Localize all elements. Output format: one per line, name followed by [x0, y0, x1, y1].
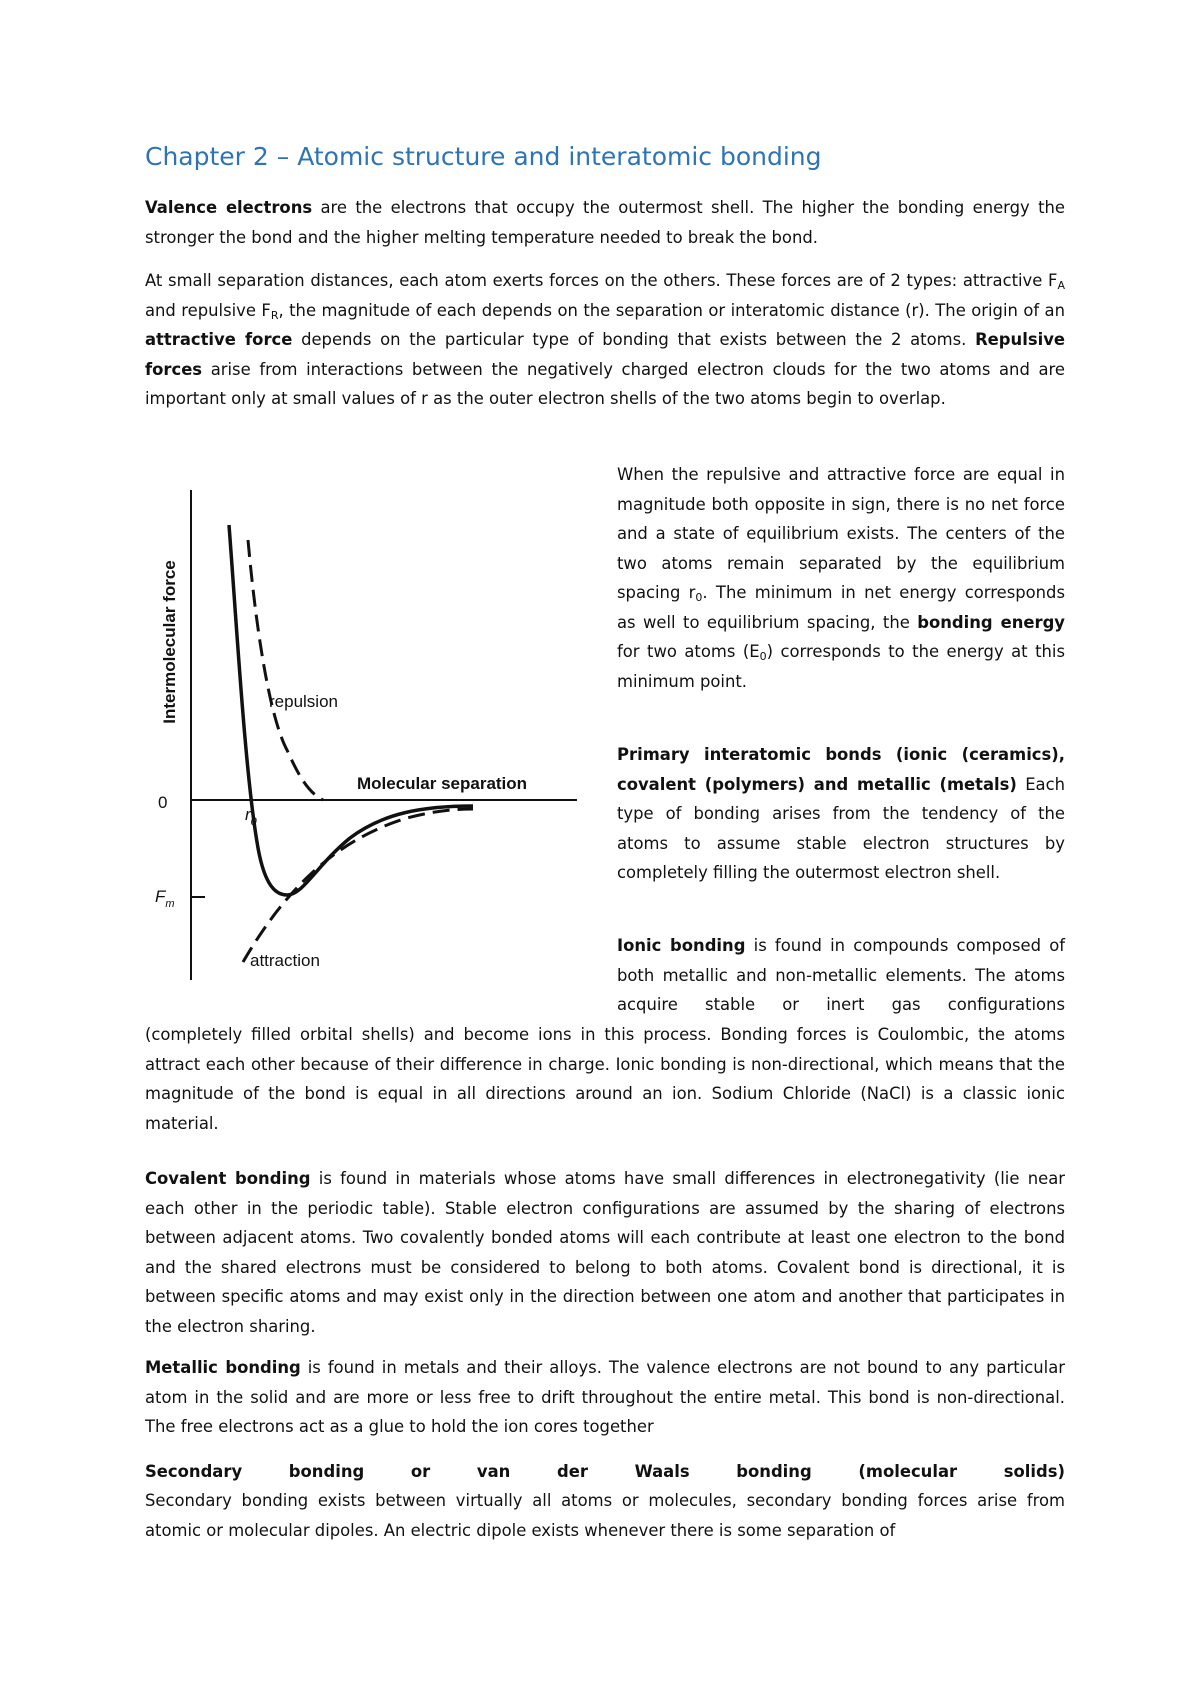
forces-paragraph: At small separation distances, each atom exerts forces on the others. These forces are of 2 types: attractive $F_A$ and repulsive $F_R$, the magnitude of each depends on the separation or interatomic distance (r). The origin of an attractive force depends on the particular type of bonding that exists between the 2 atoms. Repulsive forces arise from interactions between the negatively charged electron clouds for the two atoms and are important only at small values of r as the outer electron shells of the two atoms begin to overlap. [145, 271, 1065, 408]
r0-label: $r_0$ [245, 805, 257, 828]
x-axis-label: Molecular separation [357, 774, 528, 793]
zero-label: 0 [158, 793, 168, 812]
ionic-bonding-term: Ionic bonding [617, 936, 746, 955]
bonding-energy-term: bonding energy [917, 612, 1065, 632]
covalent-bonding-term: Covalent bonding [145, 1169, 311, 1188]
ionic-paragraph-part1: Ionic bonding is found in compounds composed of both metallic and non-metallic elements. The atoms acquire stable or inert gas configurations [617, 936, 1066, 1014]
chapter-title: Chapter 2 – Atomic structure and interatomic bonding [145, 142, 822, 171]
primary-bonds-heading: Primary interatomic bonds (ionic (ceramics), covalent (polymers) and metallic (metals) [617, 745, 1065, 794]
metallic-paragraph: Metallic bonding is found in metals and their alloys. The valence electrons are not bound to any particular atom in the solid and are more or less free to drift throughout the entire metal. This bond is non-directional. The free electrons act as a glue to hold the ion cores together [145, 1358, 1065, 1436]
attractive-force-term: attractive force [145, 330, 293, 349]
metallic-bonding-term: Metallic bonding [145, 1358, 301, 1377]
covalent-paragraph: Covalent bonding is found in materials whose atoms have small differences in electronegativity (lie near each other in the periodic table). Stable electron configurations are assumed by the sharing of electrons between adjacent atoms. Two covalently bonded atoms will each contribute at least one electron to the bond and the shared electrons must be considered to belong to both atoms. Covalent bond is directional, it is between specific atoms and may exist only in the direction between one atom and another that participates in the electron sharing. [145, 1169, 1065, 1336]
force-separation-figure [145, 470, 595, 990]
y-axis-label: Intermolecular force [160, 560, 179, 724]
repulsion-curve [248, 540, 323, 800]
equilibrium-paragraph: When the repulsive and attractive force are equal in magnitude both opposite in sign, there is no net force and a state of equilibrium exists. The centers of the two atoms remain separated by the equilibrium spacing $r_0$. The minimum in net energy corresponds as well to equilibrium spacing, the bonding energy for two atoms $(E_0)$ corresponds to the energy at this minimum point. [617, 465, 1065, 691]
attraction-label: attraction [250, 951, 320, 970]
repulsion-label: repulsion [269, 692, 338, 711]
repulsive-forces-term: Repulsive forces [145, 330, 1065, 379]
secondary-bonding-heading: Secondary bonding or van der Waals bonding (molecular solids) [145, 1462, 1065, 1481]
valence-term: Valence electrons [145, 198, 313, 217]
ionic-paragraph-part2: (completely filled orbital shells) and become ions in this process. Bonding forces is Coulombic, the atoms attract each other because of their difference in charge. Ionic bonding is non-directional, which means that the magnitude of the bond is equal in all directions around an ion. Sodium Chloride (NaCl) is a classic ionic material. [145, 1025, 1065, 1133]
net-force-curve [229, 525, 473, 895]
secondary-bonding-paragraph: Secondary bonding exists between virtually all atoms or molecules, secondary bonding forces arise from atomic or molecular dipoles. An electric dipole exists whenever there is some separation of [145, 1491, 1065, 1540]
fm-label: $F_m$ [155, 887, 175, 910]
valence-paragraph: Valence electrons are the electrons that occupy the outermost shell. The higher the bonding energy the stronger the bond and the higher melting temperature needed to break the bond. [145, 198, 1065, 247]
primary-bonds-paragraph: Primary interatomic bonds (ionic (ceramics), covalent (polymers) and metallic (metals) Each type of bonding arises from the tendency of the atoms to assume stable electron structures by completely filling the outermost electron shell. [617, 745, 1065, 882]
